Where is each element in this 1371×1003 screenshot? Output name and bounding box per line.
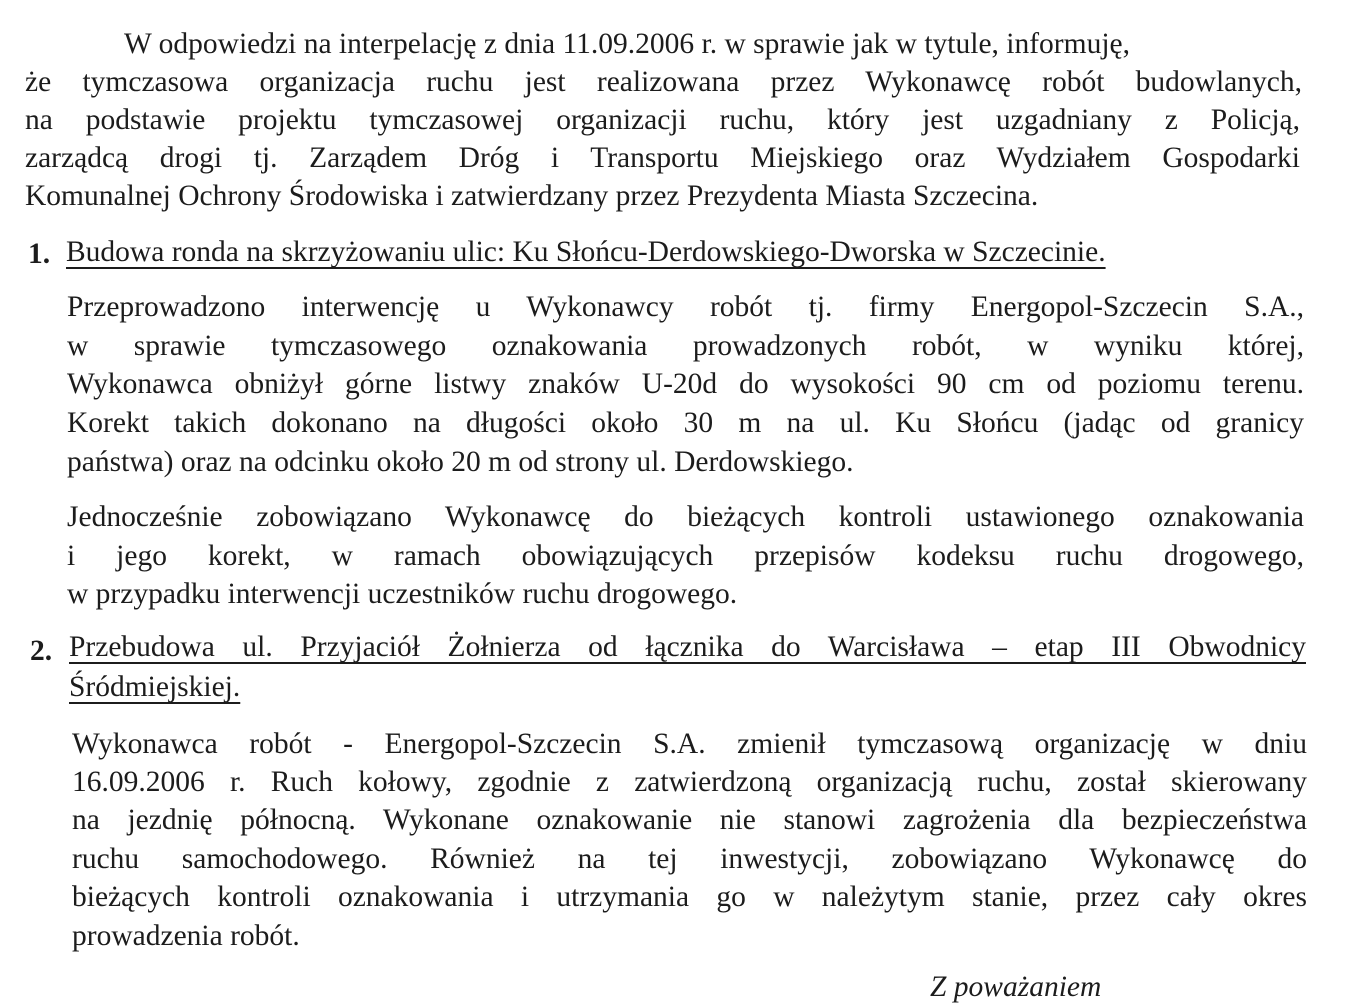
section-1-para-1-line-3: Wykonawca obniżył górne listwy znaków U-20d do wysokości 90 cm od poziomu terenu.	[67, 368, 1304, 400]
section-1-para-1-line-1: Przeprowadzono interwencję u Wykonawcy robót tj. firmy Energopol-Szczecin S.A.,	[67, 291, 1304, 323]
section-1-number: 1.	[28, 238, 51, 270]
section-2-para-1-line-4: ruchu samochodowego. Również na tej inwestycji, zobowiązano Wykonawcę do	[72, 843, 1307, 875]
intro-line-1: W odpowiedzi na interpelację z dnia 11.09.2006 r. w sprawie jak w tytule, informuję,	[124, 28, 1130, 60]
intro-line-2: że tymczasowa organizacja ruchu jest realizowana przez Wykonawcę robót budowlanych,	[25, 66, 1302, 98]
intro-line-5: Komunalnej Ochrony Środowiska i zatwierdzany przez Prezydenta Miasta Szczecina.	[25, 180, 1039, 212]
section-1-para-1-line-2: w sprawie tymczasowego oznakowania prowadzonych robót, w wyniku której,	[67, 330, 1304, 362]
section-1-para-2-line-3: w przypadku interwencji uczestników ruchu drogowego.	[67, 578, 738, 610]
intro-line-3: na podstawie projektu tymczasowej organizacji ruchu, który jest uzgadniany z Policją,	[25, 104, 1300, 136]
section-1-para-1-line-5: państwa) oraz na odcinku około 20 m od strony ul. Derdowskiego.	[67, 446, 854, 478]
section-1-para-2-line-2: i jego korekt, w ramach obowiązujących przepisów kodeksu ruchu drogowego,	[67, 540, 1304, 572]
section-1-para-2-line-1: Jednocześnie zobowiązano Wykonawcę do bieżących kontroli ustawionego oznakowania	[67, 501, 1304, 533]
section-2-para-1-line-6: prowadzenia robót.	[72, 920, 300, 952]
section-2-number: 2.	[30, 635, 53, 667]
section-2-para-1-line-2: 16.09.2006 r. Ruch kołowy, zgodnie z zatwierdzoną organizacją ruchu, został skierowany	[72, 766, 1307, 798]
intro-line-4: zarządcą drogi tj. Zarządem Dróg i Transportu Miejskiego oraz Wydziałem Gospodarki	[25, 142, 1300, 174]
section-1-heading: Budowa ronda na skrzyżowaniu ulic: Ku Słońcu-Derdowskiego-Dworska w Szczecinie.	[66, 236, 1106, 268]
section-2-heading-line-1: Przebudowa ul. Przyjaciół Żołnierza od łącznika do Warcisława – etap III Obwodnicy	[69, 631, 1306, 663]
section-2-para-1-line-3: na jezdnię północną. Wykonane oznakowanie nie stanowi zagrożenia dla bezpieczeństwa	[72, 804, 1307, 836]
section-2-para-1-line-1: Wykonawca robót - Energopol-Szczecin S.A. zmienił tymczasową organizację w dniu	[72, 728, 1307, 760]
section-2-heading-line-2: Śródmiejskiej.	[69, 671, 241, 703]
signoff: Z poważaniem	[930, 971, 1102, 1003]
section-1-para-1-line-4: Korekt takich dokonano na długości około 30 m na ul. Ku Słońcu (jadąc od granicy	[67, 407, 1304, 439]
section-2-para-1-line-5: bieżących kontroli oznakowania i utrzymania go w należytym stanie, przez cały okres	[72, 881, 1307, 913]
